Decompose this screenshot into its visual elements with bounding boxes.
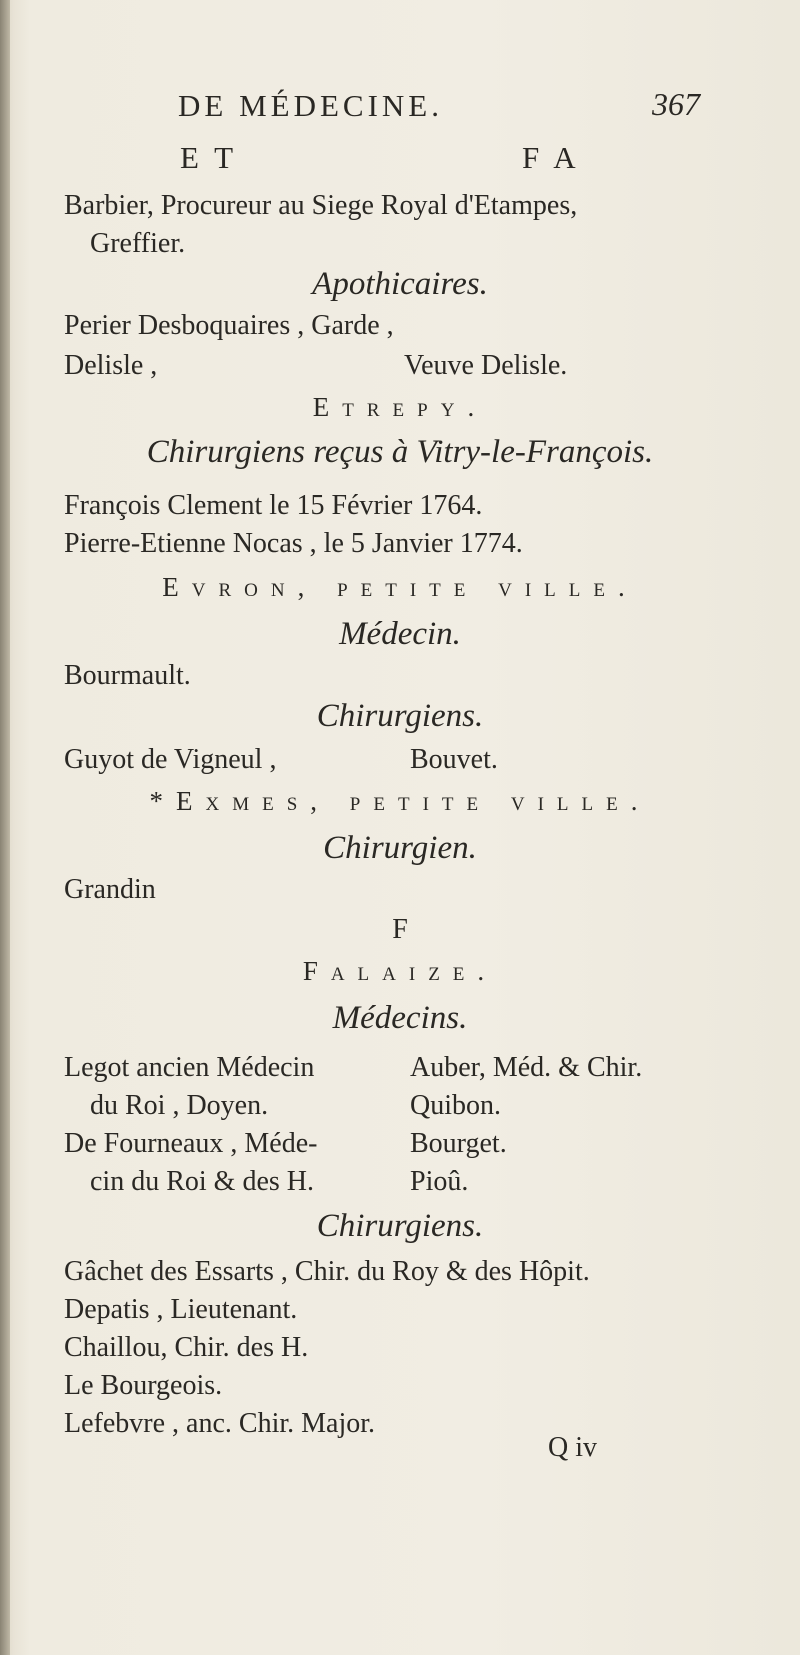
entry-line: Delisle , — [64, 350, 158, 381]
entry-line: Gâchet des Essarts , Chir. du Roy & des Hôpit. — [64, 1256, 590, 1287]
section-heading: Chirurgiens. — [316, 698, 484, 734]
entry-line: Bourmault. — [64, 660, 191, 691]
entry-line: Bouvet. — [410, 744, 498, 775]
entry-line: Bourget. — [410, 1128, 507, 1159]
section-heading: Médecin. — [339, 616, 461, 652]
entry-line: Perier Desboquaires , Garde , — [64, 310, 394, 341]
entry-line: Guyot de Vigneul , — [64, 744, 277, 775]
entry-line: Grandin — [64, 874, 156, 905]
signature-left: E T — [180, 140, 238, 175]
place-heading: Etrepy. — [312, 392, 488, 422]
running-header: DE MÉDECINE. — [178, 88, 443, 123]
entry-line: Lefebvre , anc. Chir. Major. — [64, 1408, 376, 1439]
entry-line: Quibon. — [410, 1090, 501, 1121]
entry-line: du Roi , Doyen. — [90, 1090, 269, 1121]
entry-line: cin du Roi & des H. — [90, 1166, 314, 1197]
entry-line: Pierre-Etienne Nocas , le 5 Janvier 1774. — [64, 528, 523, 559]
entry-line: Chaillou, Chir. des H. — [64, 1332, 309, 1363]
place-heading: Falaize. — [302, 956, 498, 986]
page-number: 367 — [652, 86, 700, 122]
entry-line: François Clement le 15 Février 1764. — [64, 490, 483, 521]
entry-line: De Fourneaux , Méde- — [64, 1128, 318, 1159]
section-heading: Chirurgiens reçus à Vitry-le-François. — [146, 434, 654, 470]
entry-line: Pioû. — [410, 1166, 469, 1197]
entry-line: Veuve Delisle. — [404, 350, 568, 381]
entry-line: Barbier, Procureur au Siege Royal d'Etampes, — [64, 190, 578, 221]
place-heading: *Exmes, petite ville. — [149, 786, 651, 816]
catchword: Q iv — [548, 1432, 597, 1463]
entry-line: Depatis , Lieutenant. — [64, 1294, 298, 1325]
signature-right: F A — [522, 140, 580, 175]
place-heading: Evron, petite ville. — [162, 572, 638, 602]
letter-heading: F — [392, 914, 408, 945]
entry-line: Le Bourgeois. — [64, 1370, 223, 1401]
section-heading: Médecins. — [332, 1000, 468, 1036]
entry-line: Greffier. — [90, 228, 186, 259]
entry-line: Auber, Méd. & Chir. — [410, 1052, 643, 1083]
entry-line: Legot ancien Médecin — [64, 1052, 315, 1083]
page-gutter — [0, 0, 10, 1655]
section-heading: Chirurgiens. — [316, 1208, 484, 1244]
section-heading: Apothicaires. — [312, 266, 488, 302]
section-heading: Chirurgien. — [323, 830, 477, 866]
